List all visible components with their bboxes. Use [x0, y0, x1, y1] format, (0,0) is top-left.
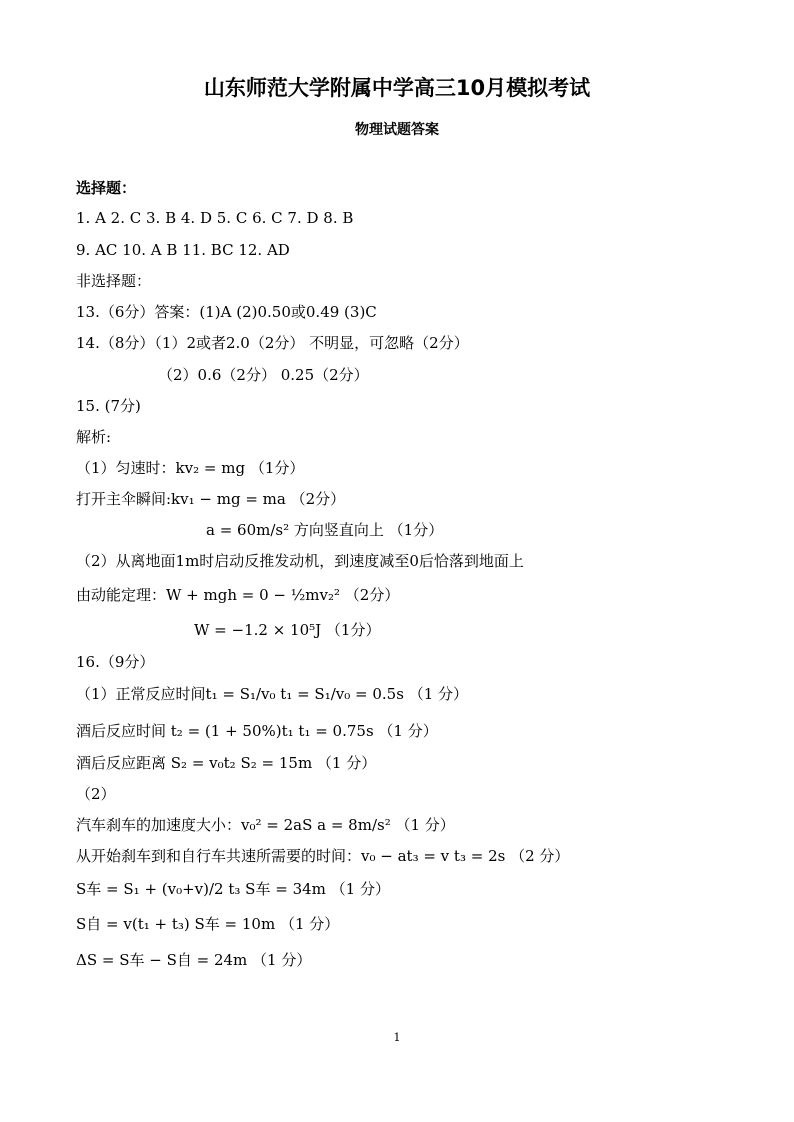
page-title: 山东师范大学附属中学高三10月模拟考试 [203, 76, 591, 100]
answer-line-16-step1: （1）正常反应时间t₁ = S₁/v₀ t₁ = S₁/v₀ = 0.5s （1 分） [76, 685, 469, 703]
answer-line-16-car-distance: S车 = S₁ + (v₀+v)/2 t₃ S车 = 34m （1 分） [76, 880, 390, 898]
page-subtitle: 物理试题答案 [355, 122, 439, 138]
answer-line-16-bike-distance: S自 = v(t₁ + t₃) S车 = 10m （1 分） [76, 915, 340, 933]
answer-line-15-step1: （1）匀速时：kv₂ = mg （1分） [76, 459, 305, 477]
answer-line-15-energy: 由动能定理：W + mgh = 0 − ½mv₂² （2分） [76, 586, 400, 604]
answer-line-13: 13.（6分）答案：(1)A (2)0.50或0.49 (3)C [76, 303, 377, 321]
section-heading-choice: 选择题： [76, 179, 137, 197]
answer-line-15-step2: 打开主伞瞬间:kv₁ − mg = ma （2分） [76, 490, 346, 508]
answer-line-15-step3: a = 60m/s² 方向竖直向上 （1分） [206, 521, 444, 539]
answer-line-1-8: 1. A 2. C 3. B 4. D 5. C 6. C 7. D 8. B [76, 209, 354, 227]
answer-line-15-work: W = −1.2 × 10⁵J （1分） [194, 621, 381, 639]
answer-line-15-analysis: 解析: [76, 428, 112, 446]
answer-line-9-12: 9. AC 10. A B 11. BC 12. AD [76, 241, 290, 259]
answer-line-16-step2: 酒后反应时间 t₂ = (1 + 50%)t₁ t₁ = 0.75s （1 分） [76, 722, 438, 740]
answer-line-16-time: 从开始刹车到和自行车共速所需要的时间：v₀ − at₃ = v t₃ = 2s （2 分） [76, 847, 570, 865]
section-heading-nonchoice: 非选择题： [76, 272, 152, 290]
answer-line-16-part2: （2） [76, 785, 116, 803]
answer-line-16-accel: 汽车刹车的加速度大小：v₀² = 2aS a = 8m/s² （1 分） [76, 816, 455, 834]
answer-line-14-part2: （2）0.6（2分） 0.25（2分） [158, 366, 369, 384]
answer-line-15-part2: （2）从离地面1m时启动反推发动机，到速度减至0后恰落到地面上 [76, 552, 524, 570]
page-number: 1 [393, 1031, 401, 1044]
answer-line-14-part1: 14.（8分）（1）2或者2.0（2分） 不明显，可忽略（2分） [76, 334, 469, 352]
answer-line-16-step3: 酒后反应距离 S₂ = v₀t₂ S₂ = 15m （1 分） [76, 754, 377, 772]
answer-line-16-difference: ΔS = S车 − S自 = 24m （1 分） [76, 951, 312, 969]
answer-line-16-header: 16.（9分） [76, 653, 155, 671]
answer-line-15-header: 15. (7分) [76, 397, 141, 415]
